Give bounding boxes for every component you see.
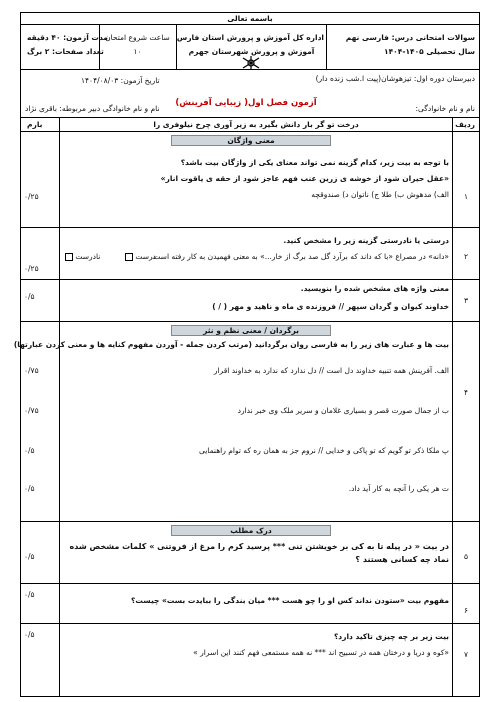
score-header: بارم bbox=[27, 120, 43, 129]
q3-number: ۳ bbox=[463, 296, 469, 305]
q2-true-option[interactable] bbox=[125, 252, 156, 262]
start-time-label: ساعت شروع امتحان bbox=[105, 33, 170, 42]
header-exam-row bbox=[21, 70, 479, 118]
q5-text: در بیت « در پیله تا به کی بر خویشتن تنی *** پرسید کرم را مرغ از فروتنی » کلمات مشخص شده نماد چه کسانی هستند ؟ bbox=[69, 542, 449, 564]
header-title-row bbox=[21, 13, 479, 25]
proverb-header: درخت تو گر بار دانش بگیرد به زیر آوری چرخ نیلوفری را bbox=[153, 120, 359, 129]
q4d-score: ۰/۵ bbox=[24, 484, 35, 493]
exam-date: تاریخ آزمون: ۱۴۰۴/۰۸/۰۳ bbox=[81, 76, 160, 85]
org-line2: آموزش و پرورش شهرستان جهرم bbox=[188, 47, 315, 56]
q2-score: ۰/۲۵ bbox=[24, 264, 39, 273]
q4a-text: الف. آفرینش همه تنبیه خداوند دل است // دل ندارد که ندارد به خداوند اقرار bbox=[213, 366, 449, 375]
q3-text: معنی واژه های مشخص شده را بنویسید. bbox=[300, 284, 449, 293]
radif-header: ردیف bbox=[455, 120, 475, 129]
q7-score: ۰/۵ bbox=[24, 630, 35, 639]
q7-verse: «کوه و دریا و درختان همه در تسبیح اند *** نه همه مستمعی فهم کنند این اسرار » bbox=[193, 648, 449, 657]
section-vocab-title: معنی واژگان bbox=[227, 136, 275, 145]
header-info-row bbox=[21, 25, 479, 70]
q2-true-label: درست bbox=[135, 252, 157, 261]
q6-text: مفهوم بیت «ستودن نداند کس او را چو هست *** میان بندگی را ببایدت بست» چیست؟ bbox=[131, 596, 449, 605]
q4b-text: ب از جمال صورت قصر و بسیاری غلامان و سریر ملک وی خبر ندارد bbox=[237, 406, 449, 415]
q2-number: ۲ bbox=[463, 252, 469, 261]
question-4 bbox=[13, 322, 479, 522]
q5-number: ۵ bbox=[463, 552, 469, 561]
teacher-label: نام و نام خانوادگی دبیر مربوطه: باقری نژاد bbox=[25, 104, 160, 113]
question-6 bbox=[21, 584, 479, 624]
school-label: دبیرستان دوره اول: تیزهوشان(پیت ا.شب زنده دار) bbox=[315, 74, 475, 83]
q6-score: ۰/۵ bbox=[24, 590, 35, 599]
q4c-text: پ ملکا ذکر تو گویم که تو پاکی و خدایی // نروم جز به همان ره که توام راهنمایی bbox=[198, 446, 449, 455]
q2-true-checkbox[interactable] bbox=[125, 253, 133, 261]
org-line1: اداره کل آموزش و پرورش استان فارس bbox=[176, 33, 324, 42]
q4d-text: ت هر یکی را آنچه به کار آید داد. bbox=[348, 484, 449, 493]
q2-false-option[interactable] bbox=[65, 252, 100, 262]
q4-text: بیت ها و عبارت های زیر را به فارسی روان برگردانید (مرتب کردن جمله - آوردن مفهوم کنایه ها و معنی کردن عبارتها) bbox=[13, 340, 449, 349]
question-2 bbox=[21, 228, 479, 280]
duration-label: مدت آزمون: ۴۰ دقیقه bbox=[27, 33, 108, 42]
question-3 bbox=[21, 280, 479, 322]
section-translation-title: برگردان / معنی نظم و نثر bbox=[203, 326, 299, 335]
q4c-score: ۰/۵ bbox=[24, 446, 35, 455]
question-5 bbox=[21, 522, 479, 584]
student-name-label: نام و نام خانوادگی: bbox=[415, 104, 475, 113]
q3-item: خداوند کیوان و گردان سپهر // فروزنده ی ماه و ناهید و مهر ( / ) bbox=[212, 302, 449, 311]
q3-score: ۰/۵ bbox=[24, 292, 35, 301]
bismillah: باسمه تعالی bbox=[227, 14, 273, 23]
exam-page bbox=[13, 12, 480, 697]
section-comprehension-title: درک مطلب bbox=[230, 526, 272, 535]
q4b-score: ۰/۷۵ bbox=[24, 406, 39, 415]
q1-text: با توجه به بیت زیر، کدام گزینه نمی تواند معنای یکی از واژگان بیت باشد؟ bbox=[180, 158, 449, 167]
year-label: سال تحصیلی ۱۴۰۵-۱۴۰۴ bbox=[384, 47, 475, 56]
q1-score: ۰/۲۵ bbox=[24, 192, 39, 201]
emblem-icon bbox=[239, 56, 263, 70]
q1-options: الف) مدهوش ب) طلا ج) ناتوان د) صندوقچه bbox=[311, 190, 449, 199]
q4-number: ۴ bbox=[463, 388, 469, 397]
q2-text: درستی یا نادرستی گزینه زیر را مشخص کنید. bbox=[283, 236, 449, 245]
q4a-score: ۰/۷۵ bbox=[24, 366, 39, 375]
q1-number: ۱ bbox=[463, 192, 469, 201]
subject-label: سوالات امتحانی درس: فارسی نهم bbox=[345, 33, 475, 42]
q5-score: ۰/۵ bbox=[24, 552, 35, 561]
q7-text: بیت زیر بر چه چیزی تاکید دارد؟ bbox=[333, 632, 449, 641]
q2-item: «دانه» در مصراع «با که داند که برآرد گل صد برگ از خار...» به معنی فهمیدن به کار رفته است. bbox=[150, 252, 449, 261]
q1-verse: «عقل حیران شود از خوشه ی زرین عنب فهم عاجز شود از حقه ی یاقوت انار» bbox=[160, 174, 449, 183]
column-header-row bbox=[21, 118, 479, 132]
q7-number: ۷ bbox=[463, 650, 469, 659]
q2-false-label: نادرست bbox=[75, 252, 101, 261]
question-7 bbox=[21, 624, 479, 697]
start-time-value: ۱۰ bbox=[133, 47, 142, 56]
exam-title: آزمون فصل اول( زیبایی آفرینش) bbox=[175, 98, 317, 108]
pages-label: تعداد صفحات: ۲ برگ bbox=[27, 47, 104, 56]
q2-false-checkbox[interactable] bbox=[65, 253, 73, 261]
question-1 bbox=[21, 132, 479, 228]
q6-number: ۶ bbox=[463, 606, 469, 615]
